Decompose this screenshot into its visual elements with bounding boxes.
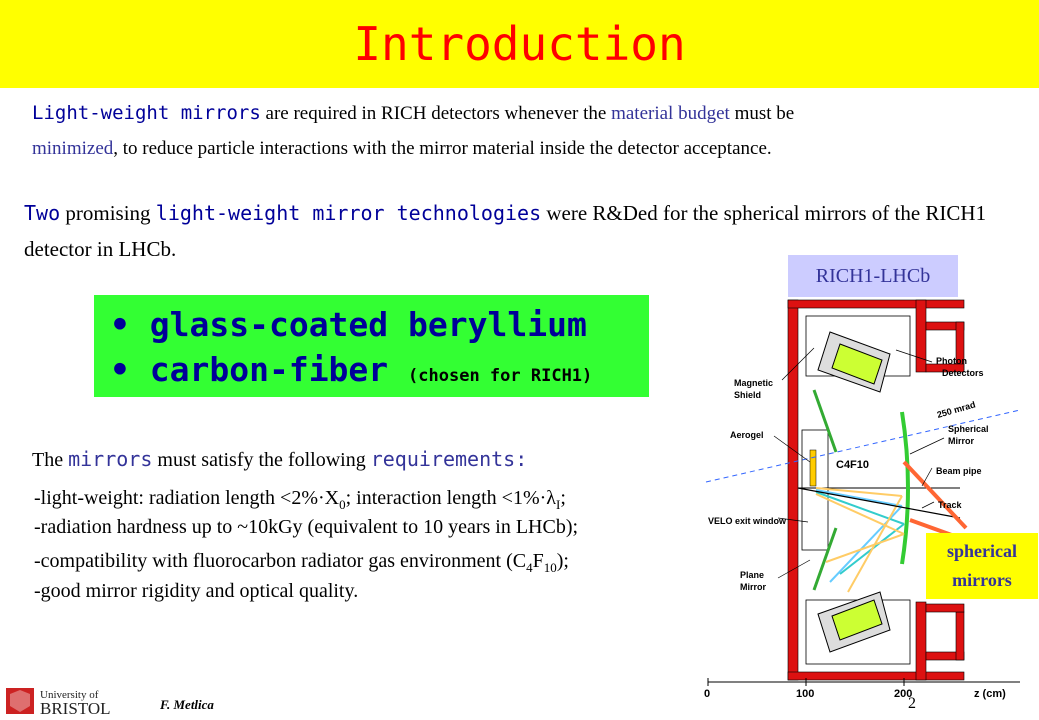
spherical-label-line1: spherical (947, 541, 1017, 561)
label-250-mrad: 250 mrad (935, 399, 977, 420)
r1-a: -light-weight: radiation length <2%·X (34, 487, 340, 509)
tick-200: 200 (894, 688, 913, 700)
intro-text-c: , to reduce particle interactions with the mirror material inside the detector acceptance. (113, 138, 772, 159)
r3-c: ); (556, 550, 569, 572)
intro-paragraph (32, 96, 1012, 166)
logo-line2: BRISTOL (40, 699, 111, 718)
req-requirements: requirements: (370, 447, 528, 471)
intro-text-a: are required in RICH detectors whenever the (260, 103, 612, 124)
label-plane: Plane (740, 570, 765, 580)
z-axis (704, 678, 1020, 700)
label-plane-mirror: Mirror (740, 582, 767, 592)
photon-detector-top (818, 332, 890, 392)
two-text: Two (24, 201, 61, 225)
rich1-detector-diagram (690, 292, 1035, 704)
requirement-radiation-hardness: -radiation hardness up to ~10kGy (equivalent to 10 years in LHCb); (34, 516, 579, 538)
spherical-mirrors-label (926, 533, 1038, 599)
tick-100: 100 (796, 688, 815, 700)
r3-a: -compatibility with fluorocarbon radiator gas environment (C (34, 550, 527, 572)
req-mirrors: mirrors (68, 447, 153, 471)
photon-detector-bottom (818, 592, 890, 652)
plane-mirror-top (814, 390, 836, 452)
author-name: F. Metlica (160, 697, 214, 712)
bullet-1-text: glass-coated beryllium (149, 305, 587, 344)
rich1-lhcb-label: RICH1-LHCb (788, 255, 958, 297)
light-rays (816, 488, 904, 592)
label-velo: VELO exit window (708, 516, 787, 526)
university-of-bristol-logo (4, 684, 134, 718)
label-detectors: Detectors (942, 368, 984, 378)
bullet-carbon-fiber: • carbon-fiber (chosen for RICH1) (110, 350, 593, 389)
page-number: 2 (908, 695, 916, 712)
lw-tech-text: light-weight mirror technologies (155, 201, 542, 225)
r1-sub2: I (555, 497, 561, 512)
aerogel-block (810, 450, 816, 486)
bullet-glass-coated-beryllium: • glass-coated beryllium (110, 305, 587, 344)
technologies-rest: were R&Ded for the spherical mirrors of the RICH1 detector in LHCb. (24, 201, 987, 261)
minimized-text: minimized (32, 138, 114, 159)
requirements-heading (32, 444, 527, 475)
label-spherical: Spherical (948, 424, 989, 434)
slide-title: Introduction (353, 17, 686, 71)
req-must: must satisfy the following (152, 449, 371, 471)
label-shield: Shield (734, 390, 762, 400)
label-mirror: Mirror (948, 436, 975, 446)
promising-text: promising (60, 201, 156, 225)
label-beam-pipe: Beam pipe (936, 466, 982, 476)
axis-unit: z (cm) (974, 688, 1006, 700)
logo-line1: University of (40, 689, 99, 701)
label-c4f10: C4F10 (836, 459, 870, 471)
r3-sub2: 10 (543, 560, 557, 575)
spherical-label-line2: mirrors (952, 570, 1012, 590)
tick-0: 0 (704, 688, 711, 700)
bullet-2-note: (chosen for RICH1) (408, 366, 593, 386)
r3-sub1: 4 (526, 560, 533, 575)
r1-c: ; (560, 487, 566, 509)
intro-text-b: must be (729, 103, 795, 124)
label-aerogel: Aerogel (730, 430, 764, 440)
bullet-2-text: carbon-fiber (149, 350, 389, 389)
label-photon: Photon (936, 356, 967, 366)
r1-sub1: 0 (339, 497, 346, 512)
track-line (798, 488, 960, 518)
r3-b: F (532, 550, 544, 572)
label-track: Track (938, 500, 962, 510)
r1-b: ; interaction length <1%·λ (345, 487, 556, 509)
material-budget-text: material budget (611, 103, 730, 124)
req-the: The (32, 449, 69, 471)
requirement-rigidity: -good mirror rigidity and optical quality. (34, 580, 359, 602)
label-magnetic: Magnetic (734, 378, 774, 388)
lw-mirrors-text: Light-weight mirrors (32, 102, 261, 124)
